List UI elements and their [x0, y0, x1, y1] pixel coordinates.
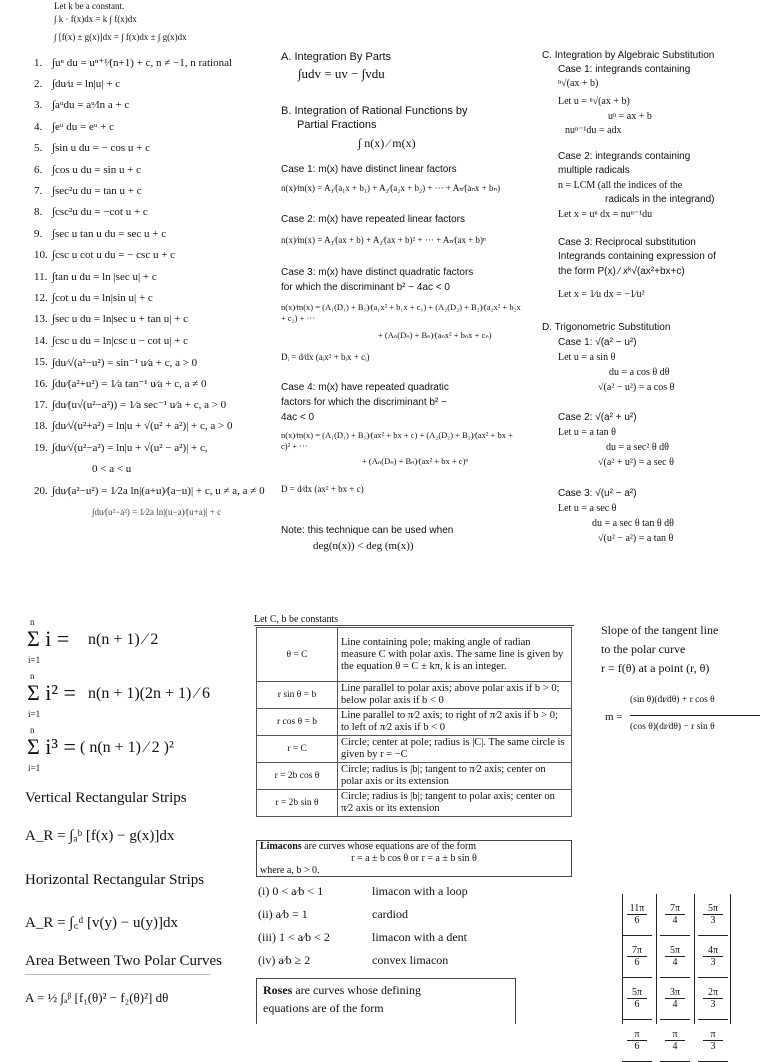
- rule-formula: ∫cos u du = sin u + c: [52, 163, 142, 176]
- limacon-type: limacon with a dent: [372, 930, 467, 944]
- constant-note: Let k be a constant.: [54, 1, 125, 11]
- heading-c: C. Integration by Algebraic Substitution: [542, 50, 715, 61]
- angle-numerator: 4π: [707, 945, 719, 956]
- d-case2: Case 2: √(a² + u²): [558, 412, 637, 423]
- limacon-box: [256, 840, 572, 877]
- polar-equation: r sin θ = b: [257, 682, 338, 709]
- rule-formula: ∫du⁄(a²−u²) = 1⁄2a ln|(a+u)⁄(a−u)| + c, u ≠ a, a ≠ 0: [52, 484, 265, 497]
- angle-value: [622, 1020, 652, 1062]
- c-case2-let: Let x = uⁿ dx = nuⁿ⁻¹du: [558, 209, 653, 220]
- roses-def-2: equations are of the form: [263, 1001, 384, 1015]
- rule-formula: ∫sin u du = − cos u + c: [52, 142, 151, 155]
- sum3-sigma: Σ i³ =: [27, 734, 76, 759]
- case3-label-2: for which the discriminant b² − 4ac < 0: [281, 282, 450, 293]
- integral-rule: [34, 309, 274, 330]
- limacon-type: cardiod: [372, 907, 408, 921]
- rule-formula: ∫eᵘ du = eᵘ + c: [52, 120, 115, 133]
- rule-formula: ∫tan u du = ln |sec u| + c: [52, 270, 157, 283]
- case4-label-3: 4ac < 0: [281, 412, 315, 423]
- integral-rule: [34, 95, 274, 116]
- case2-formula: n(x)⁄m(x) = A₁⁄(ax + b) + A₂⁄(ax + b)² + ··· + Aₙ⁄(ax + b)ⁿ: [281, 235, 486, 245]
- c-case1-diff: nuⁿ⁻¹du = adx: [565, 125, 622, 136]
- sum1-sigma: Σ i =: [27, 626, 70, 651]
- angle-value: [698, 1020, 728, 1062]
- polar-row: [257, 763, 572, 790]
- angle-denominator: 6: [634, 957, 640, 968]
- integral-rule: [34, 180, 274, 201]
- rule-formula: ∫csc u cot u du = − csc u + c: [52, 249, 176, 262]
- note: Note: this technique can be used when: [281, 525, 454, 536]
- case2-label: Case 2: m(x) have repeated linear factors: [281, 214, 465, 225]
- limacon-case: [258, 907, 574, 930]
- case4-formula-2: + (Aₙ(Dₙ) + Bₙ)⁄(ax² + bx + c)ⁿ: [362, 456, 469, 466]
- polar-description: Circle; center at pole; radius is |C|. The same circle is given by r = −C: [338, 736, 572, 763]
- angle-denominator: 6: [634, 915, 640, 926]
- angle-value: [622, 894, 652, 936]
- d-case2-du: du = a sec² θ dθ: [606, 442, 669, 453]
- rule-formula: ∫uⁿ du = uⁿ⁺¹⁄(n+1) + c, n ≠ −1, n rational: [52, 57, 233, 70]
- rule-formula: ∫du⁄(a²+u²) = 1⁄a tan⁻¹ u⁄a + c, a ≠ 0: [52, 378, 207, 391]
- integral-rule: [34, 330, 274, 351]
- c-case3-2: Integrands containing expression of: [558, 251, 716, 262]
- polar-description: Circle; radius is |b|; tangent to polar axis; center on π⁄2 axis or its extension: [338, 790, 572, 817]
- heading-a: A. Integration By Parts: [281, 51, 392, 63]
- rule-formula: ∫du⁄(u√(u²−a²)) = 1⁄a sec⁻¹ u⁄a + c, a > 0: [52, 399, 227, 412]
- case3-formula-2: + (Aₙ(Dₙ) + Bₙ)⁄(aₙx² + bₙx + cₙ): [378, 330, 492, 340]
- rule-number: 12.: [34, 291, 48, 304]
- angle-numerator: 5π: [631, 987, 643, 998]
- angle-numerator: 7π: [631, 945, 643, 956]
- d-case3-let: Let u = a sec θ: [558, 503, 617, 514]
- rule-number: 8.: [34, 206, 43, 219]
- integral-rule: [34, 501, 274, 522]
- slope-denominator: (cos θ)(dr⁄dθ) − r sin θ: [630, 722, 715, 732]
- polar-equation: r = C: [257, 736, 338, 763]
- integral-rule: [34, 138, 274, 159]
- polar-area-heading: Area Between Two Polar Curves: [25, 953, 222, 969]
- rule-formula: ∫aᵘdu = aᵘ⁄ln a + c: [52, 99, 130, 112]
- polar-description: Line containing pole; making angle of radian measure C with polar axis. The same line is given by the equation θ = C ± kπ, k is an integer.: [338, 628, 572, 682]
- angle-denominator: 4: [672, 1041, 678, 1052]
- case3-formula: n(x)⁄m(x) = (A₁(D₁) + B₁)⁄(a₁x² + b₁x + c₁) + (A₂(D₂) + B₂)⁄(a₂x² + b₂x + c₂) + ···: [281, 302, 521, 323]
- rule-formula: ∫du⁄u = ln|u| + c: [52, 78, 121, 91]
- rule-formula: ∫du⁄√(u²+a²) = ln|u + √(u² + a²)| + c, a > 0: [52, 420, 233, 433]
- vrs-heading: Vertical Rectangular Strips: [25, 790, 187, 806]
- c-case1-let: Let u = ⁿ√(ax + b): [558, 96, 630, 107]
- integral-rule: [34, 116, 274, 137]
- d-case1-root: √(a² − u²) = a cos θ: [598, 382, 675, 393]
- angle-numerator: 7π: [669, 903, 681, 914]
- polar-equation: r = 2b cos θ: [257, 763, 338, 790]
- case3-label: Case 3: m(x) have distinct quadratic factors: [281, 267, 474, 278]
- polar-description: Circle; radius is |b|; tangent to π⁄2 axis; center on polar axis or its extension: [338, 763, 572, 790]
- table-rule: [694, 894, 695, 1024]
- sum2-bottom: i=1: [28, 709, 41, 719]
- angle-numerator: 5π: [669, 945, 681, 956]
- case1-formula: n(x)⁄m(x) = A₁⁄(a₁x + b₁) + A₂⁄(a₂x + b₂) + ··· + Aₙ⁄(aₙx + bₙ): [281, 183, 501, 193]
- slope-title-3: r = f(θ) at a point (r, θ): [601, 661, 710, 675]
- angle-column: [698, 894, 728, 1062]
- limacon-eq: r = a ± b cos θ or r = a ± b sin θ: [351, 853, 477, 864]
- limacon-case: [258, 930, 574, 953]
- angle-numerator: 11π: [629, 903, 645, 914]
- polar-row: [257, 736, 572, 763]
- angle-value: [660, 936, 690, 978]
- angle-value: [660, 1020, 690, 1062]
- integral-rule: [34, 159, 274, 180]
- sum2-sigma: Σ i² =: [27, 680, 76, 705]
- slope-numerator: (sin θ)(dr⁄dθ) + r cos θ: [630, 695, 715, 705]
- rule-number: 16.: [34, 377, 48, 390]
- rule-number: 10.: [34, 249, 48, 262]
- roses-def: are curves whose defining: [292, 983, 421, 997]
- rule-number: 5.: [34, 142, 43, 155]
- c-case2-2: multiple radicals: [558, 165, 630, 176]
- sum3-bottom: i=1: [28, 763, 41, 773]
- heading-b-2: Partial Fractions: [297, 119, 377, 131]
- polar-equations-table: [256, 627, 572, 817]
- case3-derivative: Dᵢ = d⁄dx (aᵢx² + bᵢx + cᵢ): [281, 352, 370, 362]
- fraction-bar: [630, 715, 760, 716]
- integral-rule: [34, 458, 274, 479]
- polar-row: [257, 628, 572, 682]
- limacon-case: [258, 884, 574, 907]
- angle-value: [622, 936, 652, 978]
- case4-label-2: factors for which the discriminant b² −: [281, 397, 447, 408]
- sum3-top: n: [30, 725, 35, 735]
- rule-formula: ∫du⁄√(a²−u²) = sin⁻¹ u⁄a + c, a > 0: [52, 356, 198, 369]
- sum1-bottom: i=1: [28, 655, 41, 665]
- angle-denominator: 6: [634, 1041, 640, 1052]
- integral-list: [34, 52, 274, 523]
- sum-rule: ∫ [f(x) ± g(x)]dx = ∫ f(x)dx ± ∫ g(x)dx: [54, 32, 187, 42]
- d-case2-root: √(a² + u²) = a sec θ: [598, 457, 674, 468]
- angle-column: [622, 894, 652, 1062]
- limacon-condition: (iii) 1 < a⁄b < 2: [258, 930, 330, 944]
- angle-value: [622, 978, 652, 1020]
- integral-rule: [34, 245, 274, 266]
- rule-number: 4.: [34, 120, 43, 133]
- heading-d: D. Trigonometric Substitution: [542, 322, 671, 333]
- sum3-result: ( n(n + 1) ⁄ 2 )²: [80, 739, 174, 756]
- divider: [25, 974, 210, 975]
- case1-label: Case 1: m(x) have distinct linear factors: [281, 164, 457, 175]
- d-case1: Case 1: √(a² − u²): [558, 337, 637, 348]
- sum2-top: n: [30, 671, 35, 681]
- integral-rule: [34, 394, 274, 415]
- angle-value: [698, 936, 728, 978]
- d-case2-let: Let u = a tan θ: [558, 427, 616, 438]
- integral-rule: [34, 73, 274, 94]
- polar-row: [257, 790, 572, 817]
- angle-denominator: 3: [710, 957, 716, 968]
- table-rule: [730, 894, 731, 1024]
- polar-row: [257, 709, 572, 736]
- angle-numerator: π: [710, 1029, 716, 1040]
- case4-derivative: D = d⁄dx (ax² + bx + c): [281, 484, 364, 494]
- vrs-formula: A_R = ∫ₐᵇ [f(x) − g(x)]dx: [25, 828, 175, 844]
- sum2-result: n(n + 1)(2n + 1) ⁄ 6: [88, 685, 211, 702]
- angle-value: [698, 978, 728, 1020]
- case4-label: Case 4: m(x) have repeated quadratic: [281, 382, 449, 393]
- rule-formula: ∫csc u du = ln|csc u − cot u| + c: [52, 334, 188, 347]
- rule-number: 7.: [34, 185, 43, 198]
- integral-rule: [34, 202, 274, 223]
- d-case1-let: Let u = a sin θ: [558, 352, 616, 363]
- rule-formula: ∫du⁄√(u²−a²) = ln|u + √(u² − a²)| + c,: [52, 441, 208, 454]
- parts-formula: ∫udv = uv − ∫vdu: [298, 66, 385, 81]
- constant-rule: ∫ k · f(x)dx = k ∫ f(x)dx: [54, 14, 137, 24]
- polar-description: Line parallel to polar axis; above polar axis if b > 0; below polar axis if b < 0: [338, 682, 572, 709]
- hrs-formula: A_R = ∫꜀ᵈ [v(y) − u(y)]dx: [25, 915, 178, 931]
- heading-b: B. Integration of Rational Functions by: [281, 105, 468, 117]
- hrs-heading: Horizontal Rectangular Strips: [25, 872, 205, 888]
- angle-value: [698, 894, 728, 936]
- limacon-condition: (iv) a⁄b ≥ 2: [258, 953, 311, 967]
- c-case2-lcm-2: radicals in the integrand): [605, 194, 715, 205]
- rule-number: 6.: [34, 163, 43, 176]
- slope-title-2: to the polar curve: [601, 642, 686, 656]
- rational-integrand: ∫ n(x) ⁄ m(x): [358, 136, 416, 150]
- rule-line: [254, 625, 574, 626]
- integral-rule: [34, 416, 274, 437]
- rule-formula: 0 < a < u: [92, 463, 132, 476]
- angle-column: [660, 894, 690, 1062]
- polar-area-formula: A = ½ ∫ₐᵝ [f₁(θ)² − f₂(θ)²] dθ: [25, 990, 169, 1005]
- rule-number: 15.: [34, 356, 48, 369]
- c-case1: Case 1: integrands containing: [558, 64, 691, 75]
- rule-formula: ∫cot u du = ln|sin u| + c: [52, 291, 153, 304]
- rule-formula: ∫du⁄(u²−a²) = 1⁄2a ln|(u−a)⁄(u+a)| + c: [92, 506, 222, 517]
- rule-number: 3.: [34, 99, 43, 112]
- limacon-type: limacon with a loop: [372, 884, 468, 898]
- angle-denominator: 4: [672, 957, 678, 968]
- integral-rule: [34, 52, 274, 73]
- limacon-list: [258, 884, 574, 976]
- angle-denominator: 3: [710, 915, 716, 926]
- constants-note: Let C, b be constants: [254, 614, 339, 625]
- polar-equation: r = 2b sin θ: [257, 790, 338, 817]
- angle-denominator: 3: [710, 1041, 716, 1052]
- angle-numerator: 2π: [707, 987, 719, 998]
- integral-rule: [34, 480, 274, 501]
- sum1-result: n(n + 1) ⁄ 2: [88, 631, 159, 648]
- limacon-term: Limacons: [260, 841, 302, 852]
- integral-rule: [34, 437, 274, 458]
- rule-number: 17.: [34, 398, 48, 411]
- limacon-condition: (i) 0 < a⁄b < 1: [258, 884, 324, 898]
- d-case3-root: √(u² − a²) = a tan θ: [598, 533, 674, 544]
- polar-equation: θ = C: [257, 628, 338, 682]
- angle-denominator: 6: [634, 999, 640, 1010]
- sum1-top: n: [30, 617, 35, 627]
- rule-formula: ∫sec²u du = tan u + c: [52, 185, 142, 198]
- rule-number: 11.: [34, 270, 48, 283]
- angle-value: [660, 894, 690, 936]
- limacon-type: convex limacon: [372, 953, 449, 967]
- roses-term: Roses: [263, 983, 293, 997]
- slope-title: Slope of the tangent line: [601, 623, 719, 637]
- rule-number: 9.: [34, 227, 43, 240]
- polar-description: Line parallel to π⁄2 axis; to right of π⁄2 axis if b > 0; to left of π⁄2 axis if b < 0: [338, 709, 572, 736]
- slope-m: m =: [605, 711, 623, 723]
- polar-equation: r cos θ = b: [257, 709, 338, 736]
- limacon-case: [258, 953, 574, 976]
- d-case1-du: du = a cos θ dθ: [609, 367, 670, 378]
- c-case2: Case 2: integrands containing: [558, 151, 691, 162]
- table-rule: [622, 894, 623, 1024]
- rule-formula: ∫sec u tan u du = sec u + c: [52, 227, 167, 240]
- angle-numerator: 3π: [669, 987, 681, 998]
- integral-rule: [34, 223, 274, 244]
- integral-rule: [34, 351, 274, 372]
- c-case3-let: Let x = 1⁄u dx = −1⁄u²: [558, 289, 645, 300]
- integral-rule: [34, 287, 274, 308]
- rule-number: 13.: [34, 313, 48, 326]
- case4-formula: n(x)⁄m(x) = (A₁(D₁) + B₁)⁄(ax² + bx + c) + (A₂(D₂) + B₂)⁄(ax² + bx + c)² + ···: [281, 430, 513, 451]
- rule-formula: ∫csc²u du = −cot u + c: [52, 206, 148, 219]
- angle-numerator: π: [672, 1029, 678, 1040]
- d-case3-du: du = a sec θ tan θ dθ: [592, 518, 674, 529]
- c-case3: Case 3: Reciprocal substitution: [558, 237, 696, 248]
- c-case1-eq: uⁿ = ax + b: [608, 111, 652, 122]
- limacon-where: where a, b > 0.: [260, 865, 320, 876]
- rule-number: 14.: [34, 334, 48, 347]
- table-rule: [656, 894, 657, 1024]
- angle-denominator: 4: [672, 999, 678, 1010]
- rule-formula: ∫sec u du = ln|sec u + tan u| + c: [52, 313, 188, 326]
- c-case1-radical: ⁿ√(ax + b): [558, 78, 599, 89]
- angle-denominator: 4: [672, 915, 678, 926]
- rule-number: 18.: [34, 420, 48, 433]
- angle-denominator: 3: [710, 999, 716, 1010]
- roses-box: [256, 978, 516, 1024]
- limacon-condition: (ii) a⁄b = 1: [258, 907, 308, 921]
- rule-number: 2.: [34, 78, 43, 91]
- integral-rule: [34, 266, 274, 287]
- angle-numerator: π: [634, 1029, 640, 1040]
- note-condition: deg(n(x)) < deg (m(x)): [313, 540, 414, 552]
- c-case2-lcm: n = LCM (all the indices of the: [558, 180, 683, 191]
- rule-number: 1.: [34, 56, 43, 69]
- angle-value: [660, 978, 690, 1020]
- c-case3-form: the form P(x) ⁄ xᵏ√(ax²+bx+c): [558, 266, 685, 277]
- integral-rule: [34, 373, 274, 394]
- polar-row: [257, 682, 572, 709]
- d-case3: Case 3: √(u² − a²): [558, 488, 637, 499]
- rule-number: 19.: [34, 441, 48, 454]
- limacon-def: are curves whose equations are of the form: [301, 841, 477, 852]
- rule-number: 20.: [34, 484, 48, 497]
- angle-numerator: 5π: [707, 903, 719, 914]
